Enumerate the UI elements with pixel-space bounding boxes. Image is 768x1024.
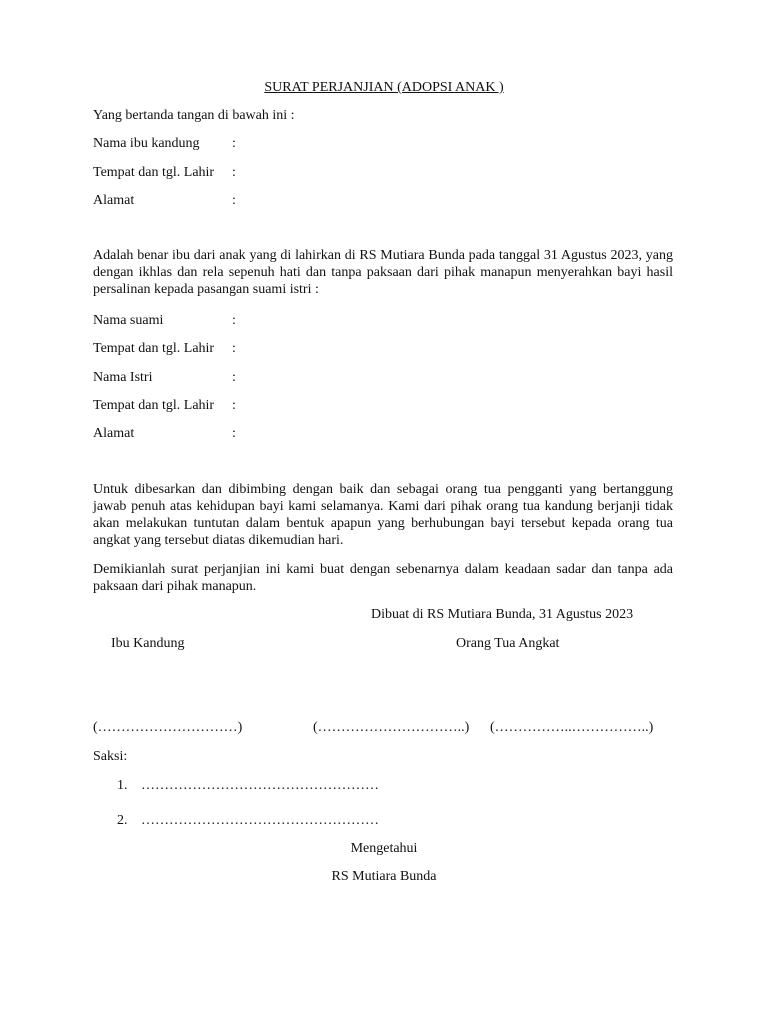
field-colon: : — [232, 370, 236, 385]
document-title: SURAT PERJANJIAN (ADOPSI ANAK ) — [264, 80, 504, 95]
field-colon: : — [232, 165, 236, 180]
signature-line-father: (…………………………..) — [313, 720, 470, 735]
paragraph-statement: Adalah benar ibu dari anak yang di lahirkan di RS Mutiara Bunda pada tanggal 31 Agustus 2023, yang dengan ikhlas dan rela sepenuh hati dan tanpa paksaan dari pihak manapun menyerahkan bayi hasil persalinan kepada pasangan suami istri : — [93, 248, 673, 297]
place-date: Dibuat di RS Mutiara Bunda, 31 Agustus 2023 — [371, 607, 634, 622]
field-colon: : — [232, 136, 236, 151]
field-label-wife-birth: Tempat dan tgl. Lahir — [93, 398, 215, 413]
field-label-mother-name: Nama ibu kandung — [93, 136, 200, 151]
field-label-mother-birth: Tempat dan tgl. Lahir — [93, 165, 215, 180]
field-label-husband-name: Nama suami — [93, 313, 164, 328]
witness-label: Saksi: — [93, 749, 128, 764]
intro-text: Yang bertanda tangan di bawah ini : — [93, 108, 295, 123]
field-colon: : — [232, 341, 236, 356]
field-colon: : — [232, 398, 236, 413]
field-label-wife-name: Nama Istri — [93, 370, 153, 385]
acknowledge-label: Mengetahui — [350, 841, 418, 856]
witness-line: …………………………………………… — [141, 813, 379, 828]
signature-line-mother: (…………………………) — [93, 720, 243, 735]
institution-name: RS Mutiara Bunda — [331, 869, 437, 884]
witness-line: …………………………………………… — [141, 778, 379, 793]
field-colon: : — [232, 313, 236, 328]
field-label-husband-birth: Tempat dan tgl. Lahir — [93, 341, 215, 356]
field-colon: : — [232, 193, 236, 208]
signer-left-label: Ibu Kandung — [111, 636, 185, 651]
paragraph-closing: Demikianlah surat perjanjian ini kami buat dengan sebenarnya dalam keadaan sadar dan tanpa ada paksaan dari pihak manapun. — [93, 562, 673, 594]
witness-number: 1. — [117, 778, 128, 793]
signer-right-label: Orang Tua Angkat — [456, 636, 560, 651]
paragraph-commitment: Untuk dibesarkan dan dibimbing dengan baik dan sebagai orang tua pengganti yang bertanggung jawab penuh atas kehidupan bayi kami selamanya. Kami dari pihak orang tua kandung berjanji tidak akan melakukan tuntutan dalam bentuk apapun yang berhubungan bayi tersebut kepada orang tua angkat yang tersebut diatas dikemudian hari. — [93, 482, 673, 548]
signature-line-mother-adoptive: (……………..……………..) — [490, 720, 654, 735]
field-label-couple-address: Alamat — [93, 426, 135, 441]
field-label-mother-address: Alamat — [93, 193, 135, 208]
witness-number: 2. — [117, 813, 128, 828]
field-colon: : — [232, 426, 236, 441]
